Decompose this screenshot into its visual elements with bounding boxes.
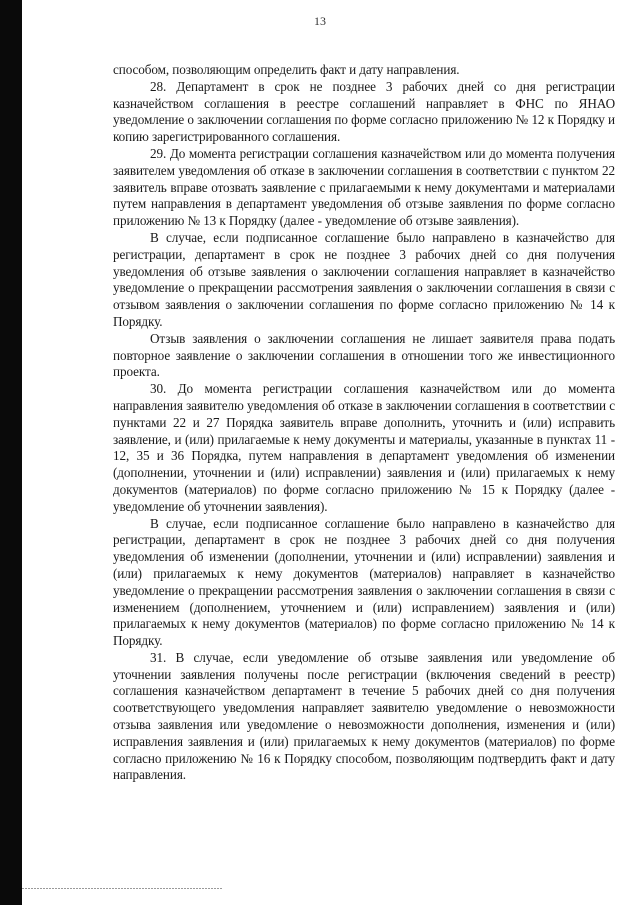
paragraph: В случае, если подписанное соглашение было направлено в казначейство для регистрации, департамент в срок не позднее 3 рабочих дней со дня получения уведомления об отзыве заявления о заключении соглашения направляет в казначейство уведомление о прекращении рассмотрения заявления о заключении соглашения в связи с отзывом заявления о заключении соглашения по форме согласно приложению № 14 к Порядку.: [113, 229, 615, 329]
paragraph: Отзыв заявления о заключении соглашения не лишает заявителя права подать повторное заявление о заключении соглашения в отношении того же инвестиционного проекта.: [113, 330, 615, 380]
paragraph: 31. В случае, если уведомление об отзыве заявления или уведомление об уточнении заявления получены после регистрации (включения сведений в реестр) соглашения казначейством департамент в течение 5 рабочих дней со дня получения соответствующего уведомления направляет заявителю уведомление о невозможности отзыва заявления или уведомление о невозможности дополнения, изменения и (или) исправления заявления и (или) прилагаемых к нему документов (материалов) по форме согласно приложению № 16 к Порядку способом, позволяющим подтвердить факт и дату направления.: [113, 649, 615, 783]
document-body: [113, 62, 615, 784]
page-number: 13: [314, 14, 326, 28]
paragraph: 30. До момента регистрации соглашения казначейством или до момента направления заявителю уведомления об отказе в заключении соглашения в соответствии с пунктами 22 и 27 Порядка заявитель вправе дополнить, уточнить и (или) исправить заявление, и (или) прилагаемые к нему документы и материалы, указанные в пунктах 11 - 12, 35 и 36 Порядка, путем направления в департамент уведомления об изменении (дополнении, уточнении и (или) исправлении) заявления и (или) прилагаемых к нему документов (материалов) по форме согласно приложению № 15 к Порядку (далее - уведомление об уточнении заявления).: [113, 381, 615, 514]
paragraph: 28. Департамент в срок не позднее 3 рабочих дней со дня регистрации казначейством соглашения в реестре соглашений направляет в ФНС по ЯНАО уведомление о заключении соглашения по форме согласно приложению № 12 к Порядку и копию зарегистрированного соглашения.: [113, 78, 615, 145]
paragraph: В случае, если подписанное соглашение было направлено в казначейство для регистрации, департамент в срок не позднее 3 рабочих дней со дня получения уведомления об изменении (дополнении, уточнении и (или) исправлении) заявления и (или) прилагаемых к нему документов (материалов) направляет в казначейство уведомление о прекращении рассмотрения заявления о заключении соглашения в связи с изменением (дополнением, уточнением и (или) исправлением) заявления и (или) прилагаемых к нему документов (материалов) по форме согласно приложению № 14 к Порядку.: [113, 515, 615, 649]
scan-bottom-line: [22, 888, 222, 889]
paragraph: способом, позволяющим определить факт и дату направления.: [113, 62, 460, 77]
paragraph: 29. До момента регистрации соглашения казначейством или до момента получения заявителем уведомления об отказе в заключении соглашения в соответствии с пунктом 22 заявитель вправе отозвать заявление с прилагаемыми к нему документами и материалами путем направления в департамент уведомления об отзыве заявления по форме согласно приложению № 13 к Порядку (далее - уведомление об отзыве заявления).: [113, 145, 615, 229]
scan-edge: [0, 0, 22, 905]
